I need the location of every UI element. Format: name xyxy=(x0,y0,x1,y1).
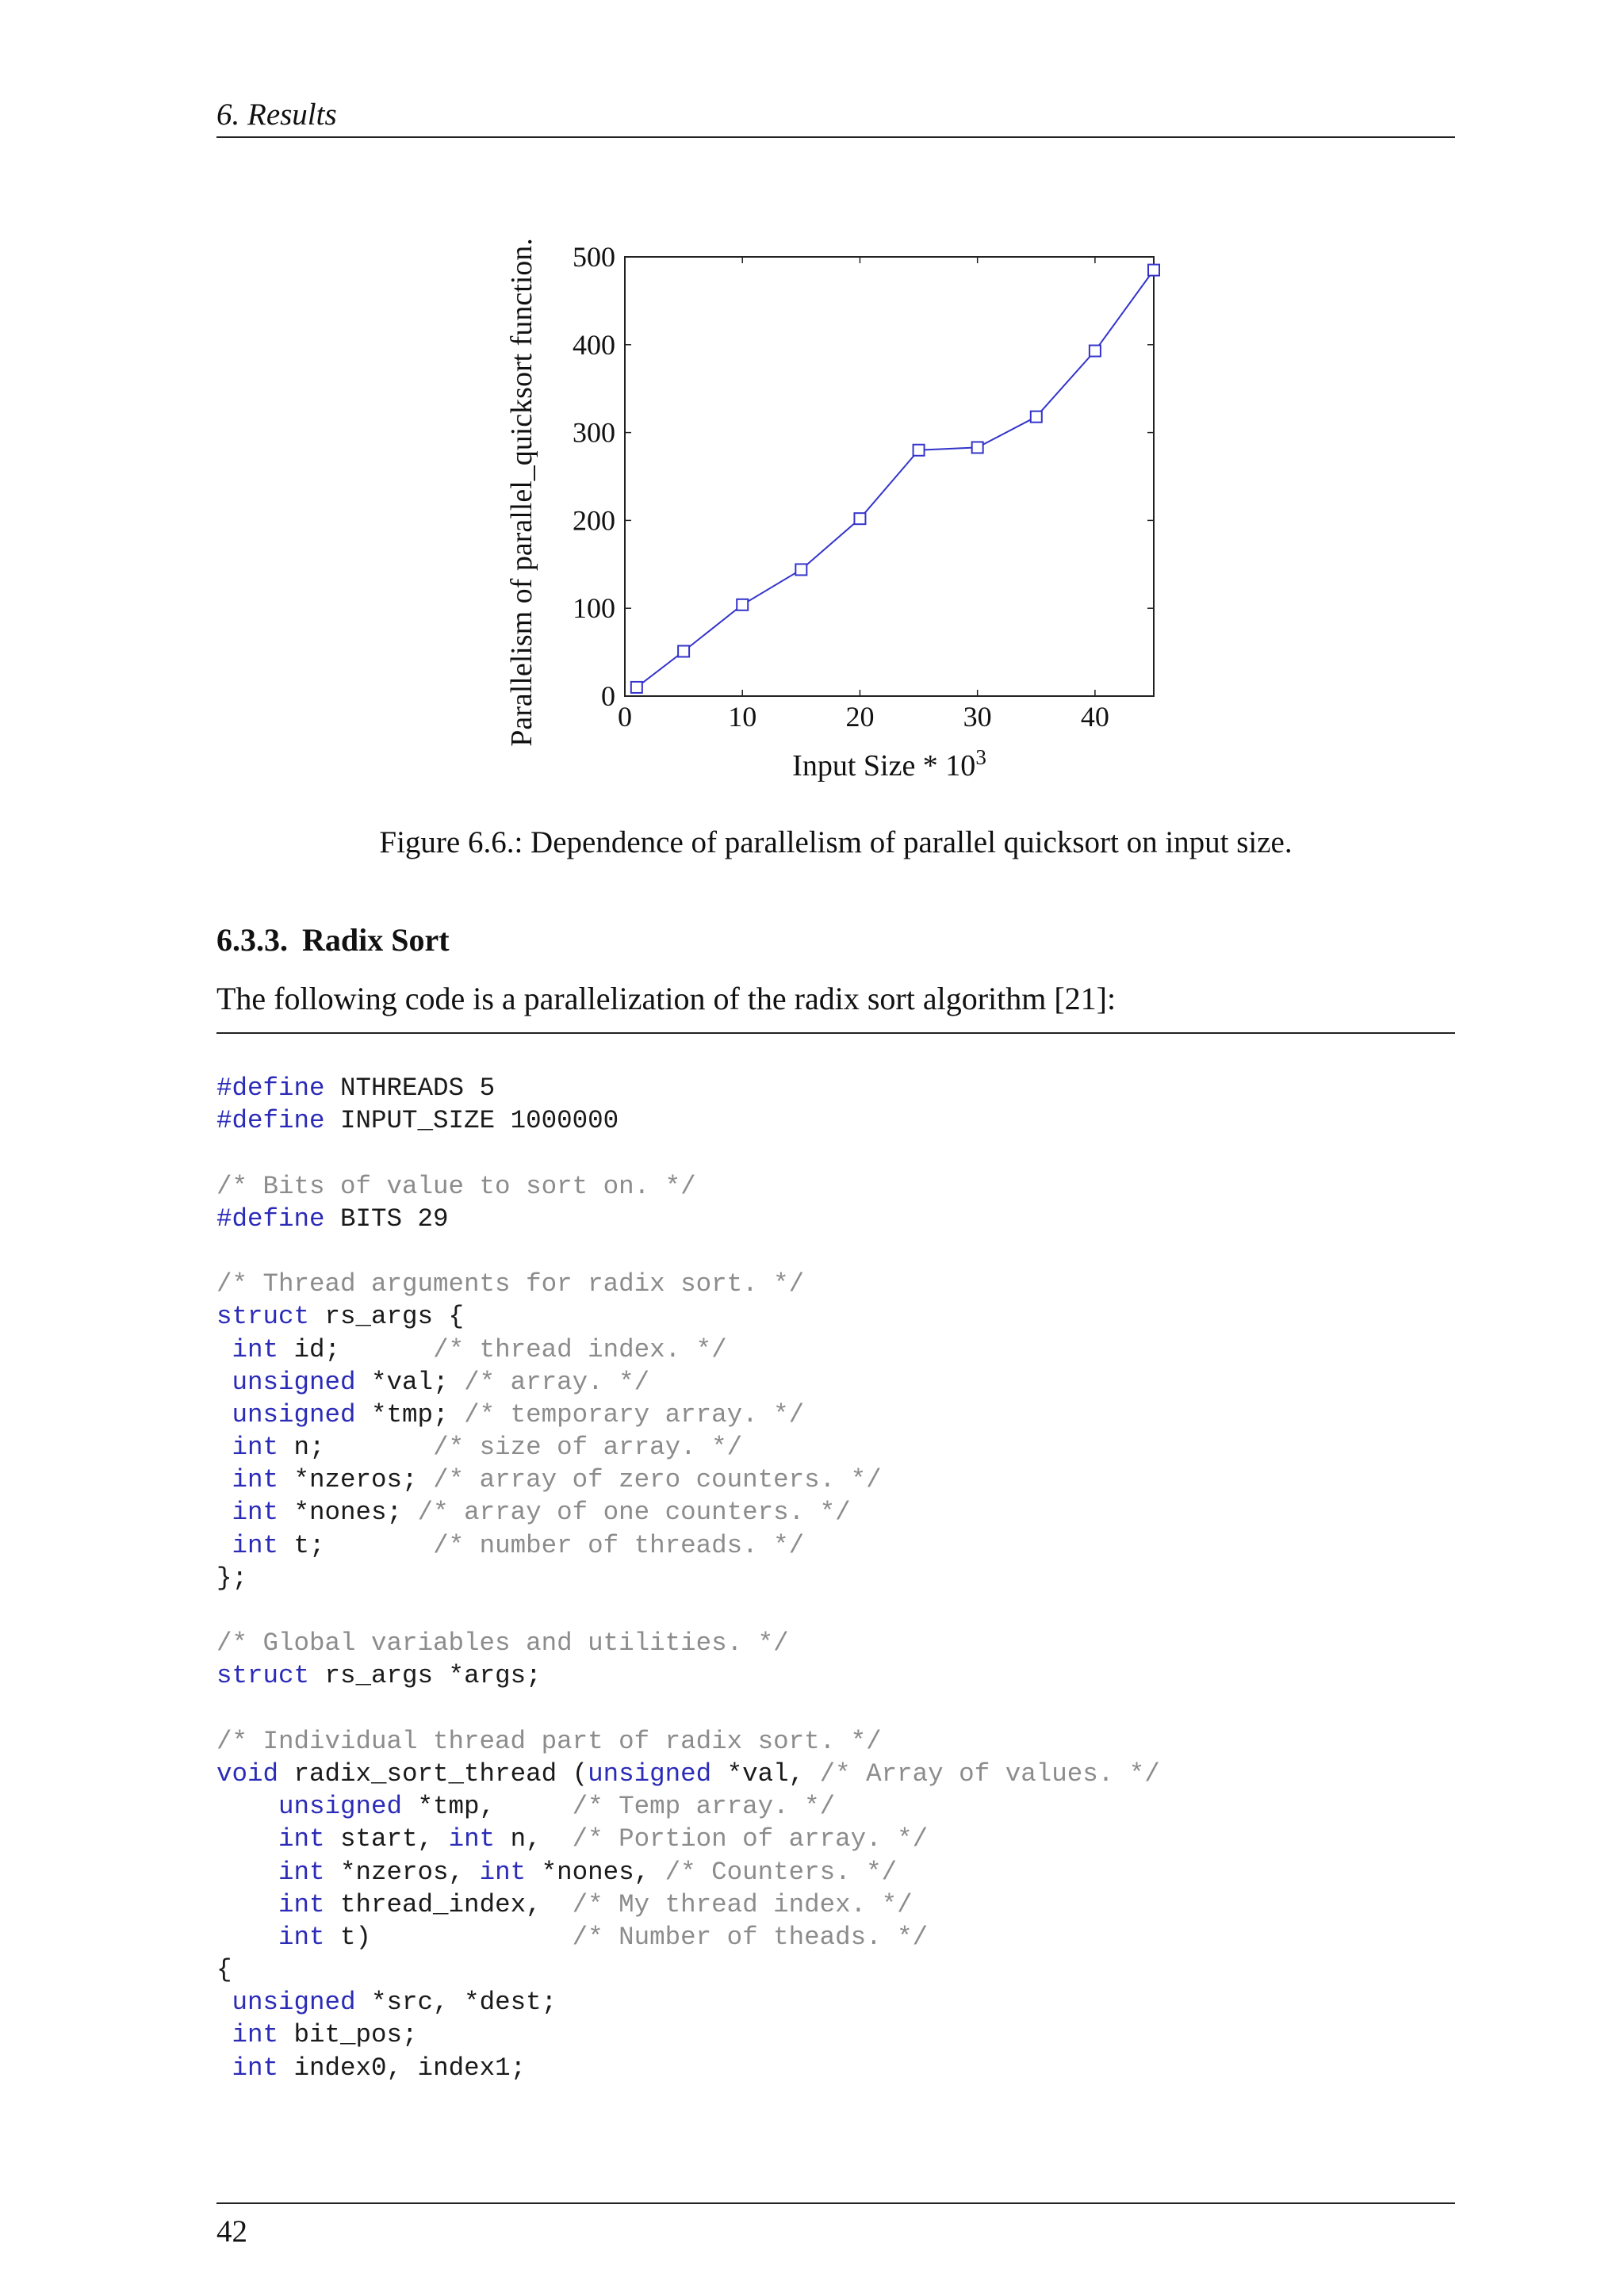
code-line xyxy=(216,1529,1160,1562)
code-text xyxy=(216,1368,232,1397)
code-keyword: unsigned xyxy=(232,1367,356,1397)
code-keyword: int xyxy=(232,1498,279,1528)
code-text: *src, *dest; xyxy=(355,1988,557,2018)
code-comment: /* My thread index. */ xyxy=(572,1889,913,1919)
code-text: INPUT_SIZE 1000000 xyxy=(324,1106,619,1136)
code-comment: /* Thread arguments for radix sort. */ xyxy=(216,1269,805,1299)
code-line xyxy=(216,1659,1160,1692)
code-text xyxy=(216,1531,232,1560)
code-comment: /* array. */ xyxy=(464,1367,650,1397)
data-point-marker xyxy=(631,682,642,693)
x-tick-label: 40 xyxy=(1080,701,1109,733)
section-number: 6.3.3. xyxy=(216,922,288,958)
code-text: t) xyxy=(324,1922,573,1952)
code-line xyxy=(216,1104,1160,1137)
code-line xyxy=(216,1823,1160,1855)
code-comment: /* Number of theads. */ xyxy=(572,1922,929,1952)
x-axis-label xyxy=(792,745,986,783)
code-line xyxy=(216,1366,1160,1399)
code-text: bit_pos; xyxy=(278,2020,418,2050)
code-line xyxy=(216,1334,1160,1366)
code-keyword: #define xyxy=(216,1203,325,1234)
section-intro: The following code is a parallelization of the radix sort algorithm [21]: xyxy=(216,981,1116,1016)
code-line xyxy=(216,1464,1160,1496)
y-axis-label: Parallelism of parallel_quicksort function. xyxy=(505,238,538,747)
code-top-rule xyxy=(216,1032,1455,1034)
code-line xyxy=(216,1627,1160,1659)
figure-caption: Figure 6.6.: Dependence of parallelism of parallel quicksort on input size. xyxy=(379,825,1293,859)
code-keyword: void xyxy=(216,1758,279,1789)
code-comment: /* Counters. */ xyxy=(665,1857,898,1887)
page-number: 42 xyxy=(216,2214,247,2248)
code-keyword: #define xyxy=(216,1073,325,1103)
code-text: radix_sort_thread ( xyxy=(278,1758,588,1789)
code-text: rs_args *args; xyxy=(309,1661,542,1691)
code-line xyxy=(216,1300,1160,1333)
code-keyword: int xyxy=(232,1433,279,1463)
code-comment: /* number of threads. */ xyxy=(433,1530,805,1560)
code-comment: /* array of zero counters. */ xyxy=(433,1465,882,1495)
x-axis-label-text: Input Size * 10 xyxy=(792,749,976,783)
code-line xyxy=(216,1496,1160,1529)
code-keyword: int xyxy=(479,1857,527,1887)
code-text xyxy=(216,2020,232,2049)
code-keyword: unsigned xyxy=(278,1792,403,1822)
code-line xyxy=(216,1268,1160,1300)
code-text: n, xyxy=(495,1824,573,1854)
code-keyword: struct xyxy=(216,1302,310,1332)
data-point-marker xyxy=(1090,346,1101,357)
code-keyword: int xyxy=(232,2053,279,2083)
code-text: t; xyxy=(278,1530,434,1560)
code-text: rs_args { xyxy=(309,1302,465,1332)
code-keyword: int xyxy=(278,1889,325,1919)
section-title: Radix Sort xyxy=(302,922,450,958)
data-point-marker xyxy=(1148,265,1159,276)
code-keyword: unsigned xyxy=(232,1399,356,1429)
code-text: *val; xyxy=(355,1367,465,1397)
code-line xyxy=(216,1725,1160,1758)
code-text: *nzeros; xyxy=(278,1465,434,1495)
code-text xyxy=(216,1335,232,1364)
code-comment: /* Individual thread part of radix sort. */ xyxy=(216,1726,882,1756)
data-point-marker xyxy=(972,442,983,453)
code-text: n; xyxy=(278,1433,434,1463)
code-keyword: int xyxy=(448,1824,496,1854)
code-line xyxy=(216,1856,1160,1888)
code-text xyxy=(216,1400,232,1429)
code-text: thread_index, xyxy=(324,1889,573,1919)
code-text: *nones, xyxy=(526,1857,665,1887)
code-text xyxy=(216,1890,278,1919)
code-line xyxy=(216,1562,1160,1594)
code-keyword: int xyxy=(232,1530,279,1560)
code-keyword: struct xyxy=(216,1661,310,1691)
y-tick-label: 300 xyxy=(573,416,615,449)
code-keyword: unsigned xyxy=(232,1988,356,2018)
plot-frame xyxy=(625,257,1154,696)
y-tick-label: 0 xyxy=(601,680,615,712)
running-header: 6. Results xyxy=(216,98,337,132)
code-text: *tmp, xyxy=(402,1792,573,1822)
code-line xyxy=(216,1170,1160,1203)
code-line xyxy=(216,1137,1160,1169)
code-text: BITS 29 xyxy=(324,1203,449,1234)
code-text xyxy=(216,1792,278,1821)
data-point-marker xyxy=(795,564,806,575)
data-point-marker xyxy=(737,599,748,610)
code-line xyxy=(216,1921,1160,1954)
code-text: *nzeros, xyxy=(324,1857,480,1887)
code-comment: /* thread index. */ xyxy=(433,1334,727,1364)
code-text: *tmp; xyxy=(355,1399,465,1429)
code-keyword: int xyxy=(232,2020,279,2050)
code-text xyxy=(216,1858,278,1887)
code-text xyxy=(216,1988,232,2017)
code-line xyxy=(216,1888,1160,1921)
code-text: id; xyxy=(278,1334,434,1364)
y-tick-label: 200 xyxy=(573,504,615,537)
x-tick-label: 30 xyxy=(963,701,992,733)
code-keyword: unsigned xyxy=(588,1758,712,1789)
code-line xyxy=(216,1693,1160,1725)
data-point-marker xyxy=(854,513,865,524)
code-text: }; xyxy=(216,1563,248,1593)
x-axis-label-superscript: 3 xyxy=(975,745,986,769)
code-keyword: int xyxy=(232,1465,279,1495)
code-line xyxy=(216,1954,1160,1986)
code-line xyxy=(216,1235,1160,1268)
code-text xyxy=(216,1498,232,1527)
x-tick-label: 10 xyxy=(728,701,757,733)
y-tick-label: 400 xyxy=(573,328,615,361)
code-line xyxy=(216,1203,1160,1235)
code-keyword: int xyxy=(278,1922,325,1952)
code-line xyxy=(216,1790,1160,1823)
code-line xyxy=(216,2052,1160,2084)
code-text xyxy=(216,1433,232,1462)
code-line xyxy=(216,1758,1160,1790)
series-line xyxy=(637,270,1154,687)
code-text: start, xyxy=(324,1824,449,1854)
code-text: { xyxy=(216,1955,232,1985)
code-line xyxy=(216,1072,1160,1104)
code-line xyxy=(216,1431,1160,1464)
code-keyword: int xyxy=(278,1824,325,1854)
code-comment: /* Portion of array. */ xyxy=(572,1824,929,1854)
code-text xyxy=(216,1824,278,1854)
x-tick-label: 0 xyxy=(618,701,632,733)
code-comment: /* array of one counters. */ xyxy=(417,1498,851,1528)
code-line xyxy=(216,2019,1160,2051)
code-line xyxy=(216,1986,1160,2019)
header-rule xyxy=(216,136,1455,138)
code-comment: /* Array of values. */ xyxy=(819,1758,1160,1789)
code-line xyxy=(216,1399,1160,1431)
data-point-marker xyxy=(914,445,925,456)
y-tick-label: 100 xyxy=(573,592,615,625)
code-text: index0, index1; xyxy=(278,2053,527,2083)
code-comment: /* Bits of value to sort on. */ xyxy=(216,1171,696,1201)
code-listing xyxy=(216,1072,1160,2084)
section-heading xyxy=(216,921,450,959)
code-text: *val, xyxy=(711,1758,820,1789)
x-tick-label: 20 xyxy=(845,701,875,733)
code-comment: /* Global variables and utilities. */ xyxy=(216,1628,789,1659)
code-comment: /* Temp array. */ xyxy=(572,1792,836,1822)
code-keyword: int xyxy=(278,1857,325,1887)
data-point-marker xyxy=(678,645,689,656)
parallelism-line-chart xyxy=(476,190,1189,801)
footer-rule xyxy=(216,2202,1455,2204)
code-comment: /* size of array. */ xyxy=(433,1433,743,1463)
code-text xyxy=(216,1465,232,1494)
code-text xyxy=(216,2053,232,2083)
code-comment: /* temporary array. */ xyxy=(464,1399,805,1429)
data-point-marker xyxy=(1031,411,1042,423)
code-keyword: #define xyxy=(216,1106,325,1136)
code-text: NTHREADS 5 xyxy=(324,1073,496,1103)
code-text: *nones; xyxy=(278,1498,418,1528)
code-line xyxy=(216,1594,1160,1627)
code-text xyxy=(216,1923,278,1952)
code-keyword: int xyxy=(232,1334,279,1364)
y-tick-label: 500 xyxy=(573,241,615,273)
